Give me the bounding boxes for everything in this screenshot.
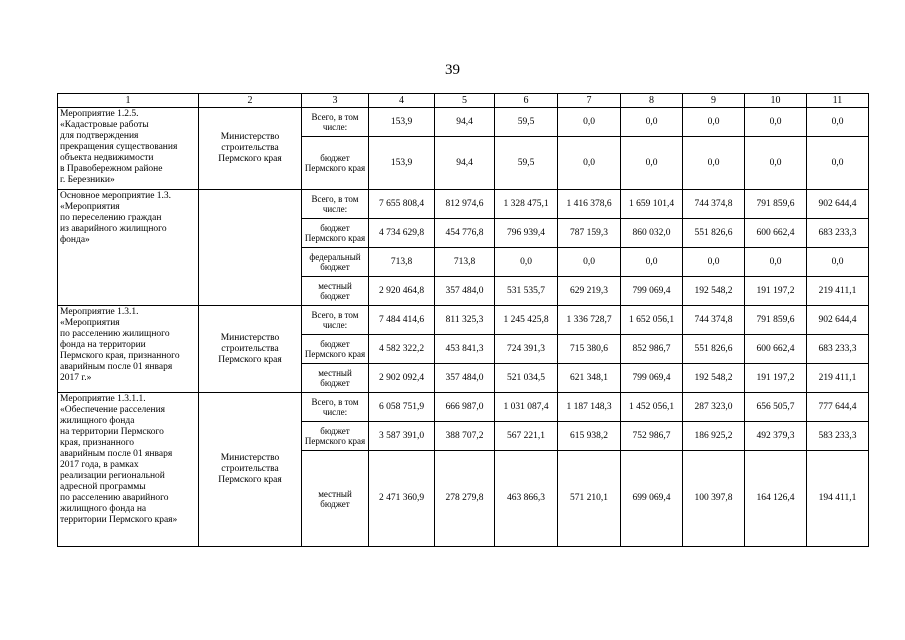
amount-cell: 7 655 808,4 <box>369 190 435 219</box>
amount-cell: 1 336 728,7 <box>558 306 621 335</box>
amount-cell: 1 328 475,1 <box>495 190 558 219</box>
amount-cell: 357 484,0 <box>435 364 495 393</box>
executor-cell <box>199 190 302 306</box>
amount-cell: 1 652 056,1 <box>621 306 683 335</box>
amount-cell: 388 707,2 <box>435 422 495 451</box>
amount-cell: 100 397,8 <box>683 451 745 547</box>
amount-cell: 777 644,4 <box>807 393 869 422</box>
amount-cell: 902 644,4 <box>807 306 869 335</box>
funding-source: бюджет Пермского края <box>302 422 369 451</box>
amount-cell: 186 925,2 <box>683 422 745 451</box>
amount-cell: 0,0 <box>745 248 807 277</box>
column-header: 7 <box>558 94 621 108</box>
amount-cell: 683 233,3 <box>807 335 869 364</box>
amount-cell: 0,0 <box>621 137 683 190</box>
amount-cell: 192 548,2 <box>683 277 745 306</box>
amount-cell: 194 411,1 <box>807 451 869 547</box>
amount-cell: 0,0 <box>495 248 558 277</box>
amount-cell: 713,8 <box>435 248 495 277</box>
amount-cell: 1 245 425,8 <box>495 306 558 335</box>
amount-cell: 0,0 <box>558 108 621 137</box>
amount-cell: 1 187 148,3 <box>558 393 621 422</box>
amount-cell: 0,0 <box>683 108 745 137</box>
amount-cell: 219 411,1 <box>807 364 869 393</box>
amount-cell: 0,0 <box>807 108 869 137</box>
column-header: 2 <box>199 94 302 108</box>
amount-cell: 4 734 629,8 <box>369 219 435 248</box>
amount-cell: 666 987,0 <box>435 393 495 422</box>
executor-cell: Министерство строительства Пермского края <box>199 393 302 547</box>
column-header: 1 <box>58 94 199 108</box>
table-row <box>58 190 869 219</box>
funding-source: бюджет Пермского края <box>302 219 369 248</box>
amount-cell: 715 380,6 <box>558 335 621 364</box>
amount-cell: 59,5 <box>495 137 558 190</box>
amount-cell: 656 505,7 <box>745 393 807 422</box>
amount-cell: 2 471 360,9 <box>369 451 435 547</box>
amount-cell: 752 986,7 <box>621 422 683 451</box>
amount-cell: 357 484,0 <box>435 277 495 306</box>
amount-cell: 902 644,4 <box>807 190 869 219</box>
funding-source: Всего, в том числе: <box>302 306 369 335</box>
amount-cell: 0,0 <box>621 248 683 277</box>
amount-cell: 621 348,1 <box>558 364 621 393</box>
amount-cell: 191 197,2 <box>745 277 807 306</box>
amount-cell: 3 587 391,0 <box>369 422 435 451</box>
amount-cell: 744 374,8 <box>683 306 745 335</box>
amount-cell: 191 197,2 <box>745 364 807 393</box>
amount-cell: 2 920 464,8 <box>369 277 435 306</box>
column-header: 6 <box>495 94 558 108</box>
column-header: 4 <box>369 94 435 108</box>
executor-cell: Министерство строительства Пермского края <box>199 306 302 393</box>
amount-cell: 699 069,4 <box>621 451 683 547</box>
amount-cell: 278 279,8 <box>435 451 495 547</box>
amount-cell: 0,0 <box>807 248 869 277</box>
funding-source: Всего, в том числе: <box>302 108 369 137</box>
column-header: 8 <box>621 94 683 108</box>
column-header: 10 <box>745 94 807 108</box>
amount-cell: 799 069,4 <box>621 277 683 306</box>
amount-cell: 0,0 <box>745 108 807 137</box>
amount-cell: 4 582 322,2 <box>369 335 435 364</box>
amount-cell: 453 841,3 <box>435 335 495 364</box>
amount-cell: 153,9 <box>369 137 435 190</box>
amount-cell: 683 233,3 <box>807 219 869 248</box>
amount-cell: 94,4 <box>435 108 495 137</box>
amount-cell: 2 902 092,4 <box>369 364 435 393</box>
amount-cell: 492 379,3 <box>745 422 807 451</box>
amount-cell: 0,0 <box>621 108 683 137</box>
amount-cell: 791 859,6 <box>745 306 807 335</box>
amount-cell: 600 662,4 <box>745 335 807 364</box>
amount-cell: 0,0 <box>558 248 621 277</box>
amount-cell: 192 548,2 <box>683 364 745 393</box>
funding-source: местный бюджет <box>302 277 369 306</box>
amount-cell: 571 210,1 <box>558 451 621 547</box>
amount-cell: 852 986,7 <box>621 335 683 364</box>
header-row <box>58 94 869 108</box>
measure-description: Мероприятие 1.2.5. «Кадастровые работы для подтверждения прекращения существования объекта недвижимости в Правобережном районе г. Березники» <box>58 108 199 190</box>
amount-cell: 287 323,0 <box>683 393 745 422</box>
executor-cell: Министерство строительства Пермского края <box>199 108 302 190</box>
column-header: 3 <box>302 94 369 108</box>
amount-cell: 799 069,4 <box>621 364 683 393</box>
amount-cell: 0,0 <box>558 137 621 190</box>
amount-cell: 600 662,4 <box>745 219 807 248</box>
amount-cell: 0,0 <box>745 137 807 190</box>
amount-cell: 531 535,7 <box>495 277 558 306</box>
amount-cell: 860 032,0 <box>621 219 683 248</box>
amount-cell: 1 452 056,1 <box>621 393 683 422</box>
amount-cell: 551 826,6 <box>683 219 745 248</box>
amount-cell: 0,0 <box>683 137 745 190</box>
amount-cell: 454 776,8 <box>435 219 495 248</box>
amount-cell: 583 233,3 <box>807 422 869 451</box>
funding-source: местный бюджет <box>302 364 369 393</box>
measure-description: Мероприятие 1.3.1. «Мероприятия по расселению жилищного фонда на территории Пермского края, признанного аварийным после 01 января 2017 г.» <box>58 306 199 393</box>
funding-source: местный бюджет <box>302 451 369 547</box>
amount-cell: 7 484 414,6 <box>369 306 435 335</box>
amount-cell: 164 126,4 <box>745 451 807 547</box>
amount-cell: 812 974,6 <box>435 190 495 219</box>
amount-cell: 59,5 <box>495 108 558 137</box>
amount-cell: 744 374,8 <box>683 190 745 219</box>
funding-source: федеральный бюджет <box>302 248 369 277</box>
amount-cell: 0,0 <box>683 248 745 277</box>
amount-cell: 521 034,5 <box>495 364 558 393</box>
amount-cell: 94,4 <box>435 137 495 190</box>
budget-table <box>57 93 869 547</box>
column-header: 11 <box>807 94 869 108</box>
amount-cell: 811 325,3 <box>435 306 495 335</box>
column-header: 5 <box>435 94 495 108</box>
amount-cell: 791 859,6 <box>745 190 807 219</box>
amount-cell: 551 826,6 <box>683 335 745 364</box>
amount-cell: 0,0 <box>807 137 869 190</box>
funding-source: Всего, в том числе: <box>302 190 369 219</box>
amount-cell: 6 058 751,9 <box>369 393 435 422</box>
table-row <box>58 306 869 335</box>
amount-cell: 153,9 <box>369 108 435 137</box>
amount-cell: 1 416 378,6 <box>558 190 621 219</box>
measure-description: Мероприятие 1.3.1.1. «Обеспечение расселения жилищного фонда на территории Пермского края, признанного аварийным после 01 января 2017 года, в рамках реализации региональной адресной программы по расселению аварийного жилищного фонда на территории Пермского края» <box>58 393 199 547</box>
amount-cell: 724 391,3 <box>495 335 558 364</box>
amount-cell: 629 219,3 <box>558 277 621 306</box>
table-row <box>58 108 869 137</box>
amount-cell: 1 659 101,4 <box>621 190 683 219</box>
amount-cell: 219 411,1 <box>807 277 869 306</box>
funding-source: бюджет Пермского края <box>302 137 369 190</box>
amount-cell: 567 221,1 <box>495 422 558 451</box>
amount-cell: 787 159,3 <box>558 219 621 248</box>
amount-cell: 615 938,2 <box>558 422 621 451</box>
amount-cell: 713,8 <box>369 248 435 277</box>
page-number: 39 <box>445 62 460 78</box>
amount-cell: 1 031 087,4 <box>495 393 558 422</box>
amount-cell: 463 866,3 <box>495 451 558 547</box>
amount-cell: 796 939,4 <box>495 219 558 248</box>
table-row <box>58 393 869 422</box>
funding-source: бюджет Пермского края <box>302 335 369 364</box>
measure-description: Основное мероприятие 1.3. «Мероприятия по переселению граждан из аварийного жилищного фонда» <box>58 190 199 306</box>
funding-source: Всего, в том числе: <box>302 393 369 422</box>
column-header: 9 <box>683 94 745 108</box>
